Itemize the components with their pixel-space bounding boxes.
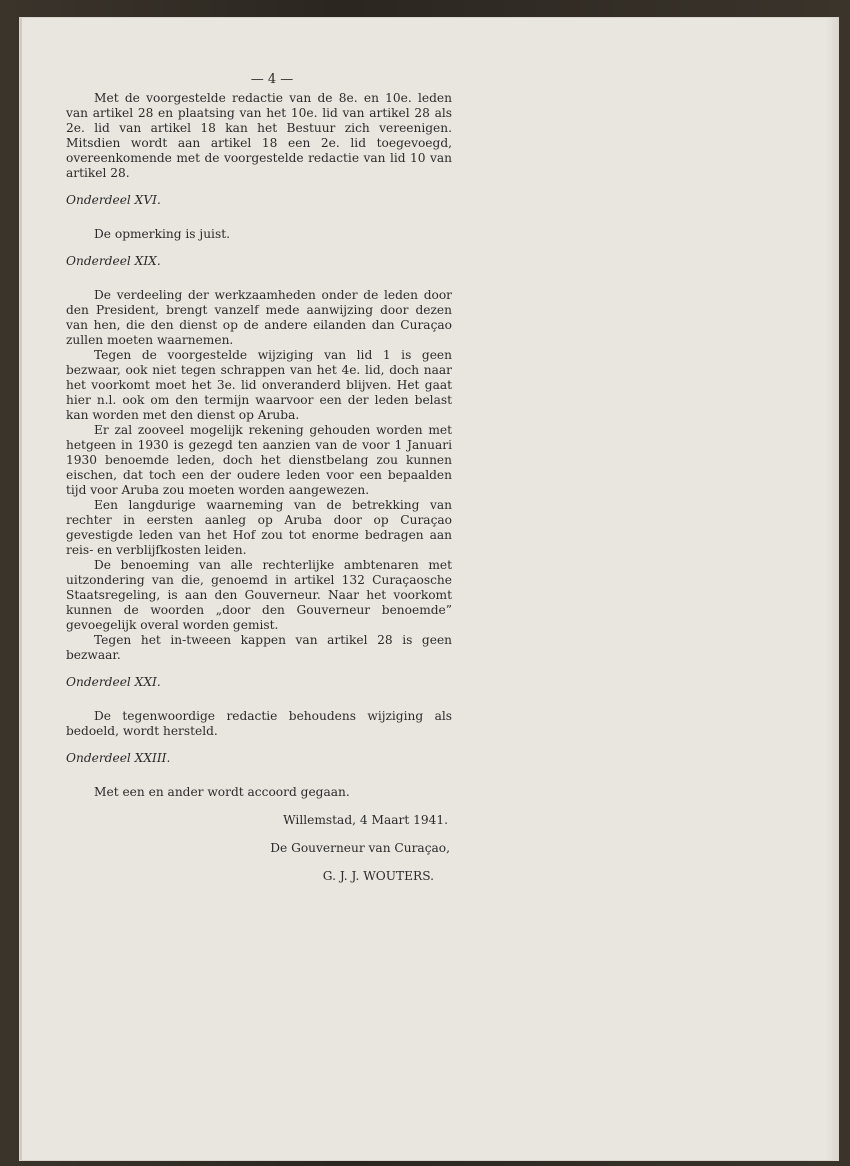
section-heading-xix: Onderdeel XIX. xyxy=(66,254,161,268)
paragraph: De tegenwoordige redactie behoudens wijziging als bedoeld, wordt hersteld. xyxy=(66,709,452,738)
paragraph: De opmerking is juist. xyxy=(94,227,230,241)
paragraph: Er zal zooveel mogelijk rekening gehouden worden met hetgeen in 1930 is gezegd ten aanzien van de voor 1 Januari 1930 benoemde leden, doch het dienstbelang zou kunnen eischen, dat toch een der oudere leden voor een bepaalden tijd voor Aruba zou moeten worden aangewezen. xyxy=(66,423,452,497)
page-edge xyxy=(826,18,838,1160)
section-heading-xxiii: Onderdeel XXIII. xyxy=(66,751,171,765)
section-heading-xvi: Onderdeel XVI. xyxy=(66,193,161,207)
signatory-role: De Gouverneur van Curaçao, xyxy=(270,841,450,855)
place-date: Willemstad, 4 Maart 1941. xyxy=(283,813,448,827)
page-number: — 4 — xyxy=(250,72,294,87)
paragraph: Met een en ander wordt accoord gegaan. xyxy=(94,785,350,799)
paragraph: De benoeming van alle rechterlijke ambtenaren met uitzondering van die, genoemd in artikel 132 Curaçaosche Staatsregeling, is aan den Gouverneur. Naar het voorkomt kunnen de woorden „door den Gouverneur benoemde” gevoegelijk overal worden gemist. xyxy=(66,558,452,632)
document-body xyxy=(66,72,452,884)
paragraph: De verdeeling der werkzaamheden onder de leden door den President, brengt vanzelf mede aanwijzing door dezen van hen, die den dienst op de andere eilanden dan Curaçao zullen moeten waarnemen. xyxy=(66,288,452,347)
paragraph: Tegen de voorgestelde wijziging van lid 1 is geen bezwaar, ook niet tegen schrappen van het 4e. lid, doch naar het voorkomt moet het 3e. lid onveranderd blijven. Het gaat hier n.l. ook om den termijn waarvoor een der leden belast kan worden met den dienst op Aruba. xyxy=(66,348,452,422)
intro-paragraph: Met de voorgestelde redactie van de 8e. en 10e. leden van artikel 28 en plaatsing van het 10e. lid van artikel 28 als 2e. lid van artikel 18 kan het Bestuur zich vereenigen. Mitsdien wordt aan artikel 18 een 2e. lid toegevoegd, overeenkomende met de voorgestelde redactie van lid 10 van artikel 28. xyxy=(66,91,452,180)
section-heading-xxi: Onderdeel XXI. xyxy=(66,675,161,689)
signatory-name: G. J. J. WOUTERS. xyxy=(322,869,434,883)
paragraph: Tegen het in-tweeen kappen van artikel 28 is geen bezwaar. xyxy=(66,633,452,662)
paragraph: Een langdurige waarneming van de betrekking van rechter in eersten aanleg op Aruba door op Curaçao gevestigde leden van het Hof zou tot enorme bedragen aan reis- en verblijfkosten leiden. xyxy=(66,498,452,557)
